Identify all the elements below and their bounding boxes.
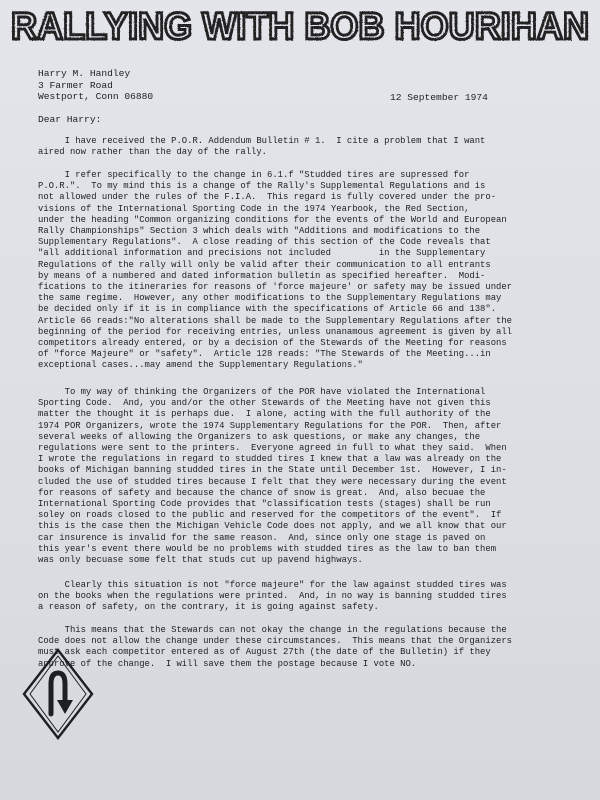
road-sign-logo-icon [22,648,94,740]
recipient-address [38,68,153,103]
text-line: was only becuase some felt that studs cut up pavend highways. [38,555,363,566]
text-line: soley on roads closed to the public and reserved for the competitors of the event". If [38,510,502,521]
text-line: This means that the Stewards can not okay the change in the regulations because the [38,625,507,635]
text-line: To my way of thinking the Organizers of the POR have violated the International [38,387,486,397]
text-line: I wrote the regulations in regard to studded tires I knew that a law was already on the [38,454,502,465]
text-line: be decided only if it is in compliance with the specifications of Article 66 and 138". [38,304,497,315]
letterhead-title-graphic [8,6,592,46]
text-line: cluded the use of studded tires because I felt that they were necessary during the event [38,476,507,487]
text-line: 1974 POR Organizers, wrote the 1974 Supplementary Regulations for the POR. Then, after [38,420,502,431]
recipient-name: Harry M. Handley [38,68,131,79]
text-line: exceptional cases...may amend the Supplementary Regulations." [38,360,363,371]
paragraph-1 [38,136,578,158]
text-line: the same regime. However, any other modifications to the Supplementary Regulations may [38,293,502,304]
text-line: regulations were sent to the printers. Everyone agreed in full to what they said. When [38,443,507,454]
letterhead-banner [8,6,592,46]
text-line: Article 66 reads:"No alterations shall be made to the Supplementary Regulations after the [38,315,513,326]
text-line: must ask each competitor entered as of August 27th (the date of the Bulletin) if they [38,647,491,658]
text-line: for reasons of safety and because the chance of snow is great. And, also becuae the [38,487,486,498]
text-line: this year's event there would be no problems with studded tires as the law to ban them [38,543,497,554]
paragraph-2 [38,170,578,372]
text-line: by means of a numbered and dated information bulletin as specified hereafter. Modi- [38,270,486,281]
text-line: "all additional information and precisions not included in the Supplementary [38,248,486,259]
text-line: aired now rather than the day of the rally. [38,147,268,158]
text-line: not allowed under the rules of the F.I.A. This regard is fully covered under the pro- [38,192,497,203]
text-line: Code does not allow the change under these circumstances. This means that the Organizers [38,636,513,647]
text-line: Rally Championships" Section 3 which deals with "Additions and modifications to the [38,226,481,237]
paragraph-3 [38,387,578,566]
text-line: a reason of safety, on the contrary, it is going against safety. [38,602,379,613]
paragraph-4 [38,580,578,614]
letterhead-title: RALLYING WITH BOB HOURIHAN [11,6,589,46]
text-line: International Sporting Code provides that "classification tests (stages) shall be run [38,499,491,510]
text-line: visions of the International Sporting Code in the 1974 Yearbook, the Red Section, [38,203,470,214]
text-line: on the books when the regulations were printed. And, in no way is banning studded tires [38,591,507,602]
text-line: I refer specifically to the change in 6.1.f "Studded tires are supressed for [38,170,470,180]
text-line: car insurence is invalid for the same reason. And, since only one stage is paved on [38,532,486,543]
text-line: books of Michigan banning studded tires in the State until December 1st. However, I in- [38,465,507,476]
text-line: I have received the P.O.R. Addendum Bulletin # 1. I cite a problem that I want [38,136,486,146]
text-line: beginning of the period for receiving entries, unless unanamous agreement is given by all [38,326,513,337]
text-line: this is the case then the Michigan Vehicle Code does not apply, and we all know that our [38,521,507,532]
recipient-city: Westport, Conn 06880 [38,91,154,102]
text-line: matter the thought it is perhaps due. I alone, acting with the full authority of the [38,409,491,420]
text-line: of "force Majeure" or "safety". Article 128 reads: "The Stewards of the Meeting...in [38,349,491,360]
letter-date: 12 September 1974 [390,92,488,103]
text-line: competitors already entered, or by a decision of the Stewards of the Meeting for reasons [38,338,507,349]
text-line: approve of the change. I will save them the postage because I vote NO. [38,658,417,669]
text-line: Regulations of the rally will only be valid after their communication to all entrants [38,259,491,270]
salutation: Dear Harry: [38,114,102,125]
text-line: Clearly this situation is not "force majeure" for the law against studded tires was [38,580,507,590]
text-line: several weeks of allowing the Organizers to ask questions, or make any changes, the [38,431,481,442]
text-line: P.O.R.". To my mind this is a change of the Rally's Supplemental Regulations and is [38,181,486,192]
paragraph-5 [38,625,578,670]
text-line: under the heading "Common organizing conditions for the events of the World and European [38,214,507,225]
text-line: Sporting Code. And, you and/or the other Stewards of the Meeting have not given this [38,398,491,409]
text-line: Supplementary Regulations". A close reading of this section of the Code reveals that [38,237,491,248]
recipient-street: 3 Farmer Road [38,79,113,91]
text-line: fications to the itineraries for reasons of 'force majeure' or safety may be issued under [38,282,513,293]
